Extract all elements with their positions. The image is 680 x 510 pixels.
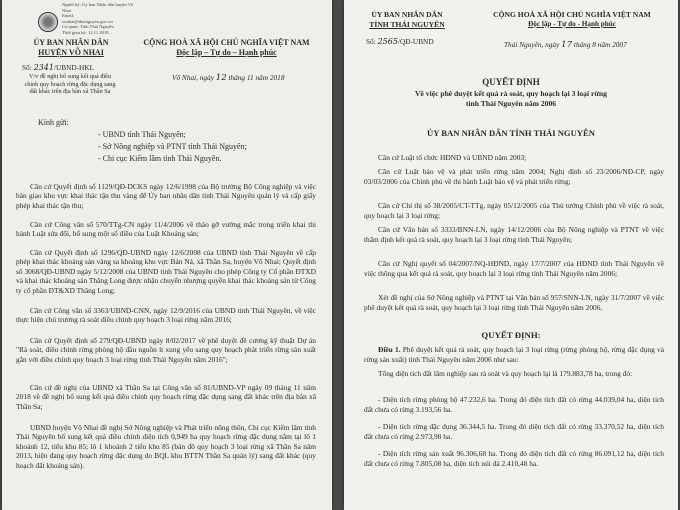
- national-header: [472, 10, 672, 29]
- handwritten-day: 12: [215, 73, 227, 83]
- subject-line: chỉnh quy hoạch rừng đặc dụng sang: [24, 80, 116, 88]
- area-item: - Diện tích rừng đặc dụng 36.344,5 ha. Trong đó diện tích đất có rừng 33.370,52 ha, diện tích đất chưa có rừng 2.973,98 ha.: [364, 422, 664, 441]
- national-emblem-icon: [38, 12, 58, 32]
- recipient: - Chi cục Kiểm lâm tỉnh Thái Nguyên.: [98, 154, 222, 163]
- body-paragraph: Căn cứ Quyết định số 279/QĐ-UBND ngày 8/02/2017 về phê duyệt đề cương kỹ thuật Dự án "Rà soát, điều chỉnh rừng phòng hộ đầu nguồn ít xung yếu sang quy hoạch phát triển rừng sản xuất gắn với điều chỉnh quy hoạch 3 loại rừng tỉnh Thái Nguyên năm 2016";: [16, 336, 316, 364]
- stamp-line: Nhai: [62, 7, 71, 13]
- recipient: - UBND tỉnh Thái Nguyên;: [98, 130, 186, 139]
- issuing-org: [16, 38, 126, 58]
- decides-heading: QUYẾT ĐỊNH:: [481, 330, 541, 340]
- article-1-label: Điều 1.: [378, 345, 401, 354]
- org-line-1: ỦY BAN NHÂN DÂN: [371, 10, 443, 19]
- digital-signature-stamp: [62, 2, 133, 36]
- stamp-line: Thời gian ký: 12.11.2018 ...: [62, 29, 114, 35]
- issuing-org: [352, 10, 462, 29]
- decision-title: QUYẾT ĐỊNH: [482, 77, 540, 87]
- org-line-1: ỦY BAN NHÂN DÂN: [33, 38, 109, 47]
- handwritten-day: 17: [561, 40, 572, 50]
- body-paragraph: UBND huyện Võ Nhai đề nghị Sở Nông nghiệp và Phát triển nông thôn, Chi cục Kiểm lâm tỉnh Thái Nguyên bổ sung kết quả điều chỉnh diện tích 0,949 ha quy hoạch rừng đặc dụng nằm tại lô 1 khoảnh 12, tiểu khu 85; lô 1 khoảnh 2 tiểu khu 85 (bản đồ quy hoạch 3 loại rừng xã Thần Sa năm 2013, hiện đang quy hoạch rừng đặc dụng do BQL khu BTTN Thần Sa quản lý) sang đất khác (quy hoạch đất khoáng sản).: [16, 423, 316, 470]
- legal-basis: Căn cứ Nghị quyết số 04/2007/NQ-HĐND, ngày 17/7/2007 của HĐND tỉnh Thái Nguyên về việc thông qua kết quả rà soát, quy hoạch lại 3 loại rừng tỉnh Thái Nguyên năm 2006;: [364, 259, 664, 278]
- subject-line: đất khác trên địa bàn xã Thần Sa: [29, 88, 111, 96]
- legal-basis: Xét đề nghị của Sở Nông nghiệp và PTNT tại Văn bản số 957/SNN-LN, ngày 31/7/2007 về việc phê duyệt kết quả rà soát, quy hoạch lại 3 loại rừng tỉnh Thái Nguyên năm 2006,: [364, 293, 664, 312]
- motto: Độc lập - Tự do - Hạnh phúc: [528, 19, 616, 28]
- legal-basis: Căn cứ Văn bản số 3333/BNN-LN, ngày 14/12/2006 của Bộ Nông nghiệp và PTNT về việc thẩm định kết quả rà soát, quy hoạch lại 3 loại rừng tỉnh Thái Nguyên;: [364, 225, 664, 244]
- document-number: Số: 2341/UBND-HKL: [22, 63, 95, 72]
- document-number: Số: 2565/QĐ-UBND: [366, 37, 434, 46]
- body-paragraph: Căn cứ Công văn số 3363/UBND-CNN, ngày 12/9/2016 của UBND tỉnh Thái Nguyên, về việc thực hiện chủ trương rà soát điều chỉnh quy hoạch 3 loại rừng năm 2016;: [16, 306, 316, 325]
- national-header: [124, 38, 329, 58]
- stamp-line: Cơ quan: Tỉnh Thái Nguyên: [62, 24, 114, 30]
- country-name: CỘNG HOÀ XÃ HỘI CHỦ NGHĨA VIỆT NAM: [143, 38, 310, 47]
- stamp-line: vonhai@thainguyen.gov.vn: [62, 18, 113, 24]
- body-paragraph: Căn cứ Quyết định số 1296/QĐ-UBND ngày 12/6/2008 của UBND tỉnh Thái Nguyên về cấp phép khai thác khoáng sản vàng sa khoáng khu vực Bản Ná, xã Thần Sa, huyện Võ Nhai; Quyết định số 3068/QĐ-UBND ngày 5/12/2008 của UBND tỉnh Thái Nguyên cho phép Công ty Cổ phần ĐTXD và khai thác khoáng sản Thăng Long được nhận chuyển nhượng quyền khai thác khoáng sản từ Công ty cổ phần ĐT&XD Thăng Long;: [16, 248, 316, 295]
- article-1-text: Phê duyệt kết quả rà soát, quy hoạch lại 3 loại rừng (rừng phòng hộ, rừng đặc dụng và rừng sản xuất) tỉnh Thái Nguyên năm 2006 như sau:: [364, 345, 664, 364]
- handwritten-number: 2565: [377, 37, 398, 46]
- subject-block: [10, 73, 130, 96]
- decision-subject-line: Về việc phê duyệt kết quả rà soát, quy hoạch lại 3 loại rừng: [415, 89, 607, 98]
- greeting: Kính gửi:: [38, 118, 69, 127]
- subject-line: V/v đề nghị bổ sung kết quả điều: [29, 73, 111, 80]
- org-line-2: TỈNH THÁI NGUYÊN: [369, 19, 445, 29]
- stamp-line: Người ký: Ủy ban Nhân dân huyện Võ: [62, 2, 134, 7]
- area-item: - Diện tích rừng phòng hộ 47.232,6 ha. Trong đó diện tích đất có rừng 44.039,04 ha, diện tích đất chưa có rừng 3.193,56 ha.: [364, 395, 664, 414]
- article-1: [364, 345, 664, 364]
- issuing-authority: ỦY BAN NHÂN DÂN TỈNH THÁI NGUYÊN: [427, 128, 595, 138]
- left-document-page: [2, 0, 332, 510]
- recipient: - Sở Nông nghiệp và PTNT tỉnh Thái Nguyên;: [98, 142, 247, 151]
- area-item: Tổng diện tích đất lâm nghiệp sau rà soát và quy hoạch lại là 179.883,78 ha, trong đó:: [378, 369, 633, 378]
- legal-basis: Căn cứ Luật tổ chức HĐND và UBND năm 2003;: [378, 153, 527, 162]
- recipient-list: [98, 129, 247, 165]
- body-paragraph: Căn cứ đề nghị của UBND xã Thần Sa tại Công văn số 81/UBND-VP ngày 09 tháng 11 năm 2018 về đề nghị bổ sung kết quả điều chỉnh quy hoạch rừng đặc dụng sang đất khác trên địa bàn xã Thần Sa;: [16, 383, 316, 411]
- motto: Độc lập – Tự do – Hạnh phúc: [176, 48, 277, 57]
- body-paragraph: Căn cứ Công văn số 570/TTg-CN ngày 11/4/2006 về tháo gỡ vướng mắc trong triển khai thi hành Luật sửa đổi, bổ sung một số điều của Luật Khoáng sản;: [16, 220, 316, 239]
- document-date: Võ Nhai, ngày 12 tháng 11 năm 2018: [172, 73, 285, 83]
- decision-subject-line: tỉnh Thái Nguyên năm 2006: [465, 99, 557, 108]
- right-document-page: [344, 0, 678, 510]
- document-date: Thái Nguyên, ngày 17 tháng 8 năm 2007: [504, 40, 627, 50]
- decision-subject: [344, 89, 678, 109]
- stamp-line: Email:: [62, 13, 75, 19]
- country-name: CỘNG HOÀ XÃ HỘI CHỦ NGHĨA VIỆT NAM: [493, 10, 651, 19]
- area-item: - Diện tích rừng sản xuất 96.306,68 ha. Trong đó diện tích đất có rừng 86.091,12 ha, diện tích đất chưa có rừng 7.805,08 ha, diện tích núi đá 2.410,48 ha.: [364, 449, 664, 468]
- handwritten-number: 2341: [33, 63, 54, 72]
- legal-basis: Căn cứ Luật bảo vệ và phát triển rừng năm 2004; Nghị định số 23/2006/NĐ-CP, ngày 03/03/2006 của Chính phủ về thi hành Luật bảo vệ và phát triển rừng;: [364, 167, 664, 186]
- legal-basis: Căn cứ Chỉ thị số 38/2005/CT-TTg, ngày 05/12/2005 của Thủ tướng Chính phủ về việc rà soát, quy hoạch lại 3 loại rừng;: [364, 201, 664, 220]
- body-paragraph: Căn cứ Quyết định số 1129/QĐ-DCKS ngày 12/6/1998 của Bộ trưởng Bộ Công nghiệp và việc bàn giao khu vực khai thác tận thu vàng để Ủy ban nhân dân tỉnh Thái Nguyên quản lý và cấp giấy phép khai thác tận thu;: [16, 182, 316, 210]
- org-line-2: HUYỆN VÕ NHAI: [38, 48, 104, 57]
